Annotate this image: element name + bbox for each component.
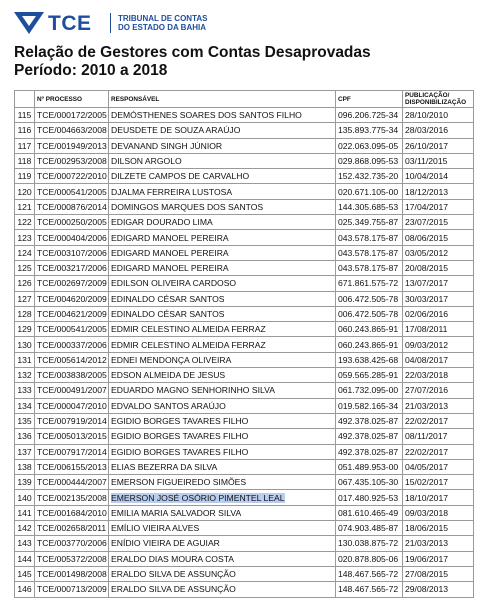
row-publicacao: 21/03/2013 [403,398,474,413]
row-index: 146 [15,582,35,597]
row-cpf: 060.243.865-91 [336,337,403,352]
row-processo: TCE/006155/2013 [35,459,109,474]
row-cpf: 492.378.025-87 [336,429,403,444]
row-processo: TCE/003217/2006 [35,260,109,275]
row-responsavel [109,383,336,398]
row-responsavel [109,505,336,520]
row-processo: TCE/000404/2006 [35,230,109,245]
row-processo: TCE/000444/2007 [35,475,109,490]
row-publicacao: 10/04/2014 [403,169,474,184]
row-cpf: 029.868.095-53 [336,153,403,168]
row-processo: TCE/000722/2010 [35,169,109,184]
row-publicacao: 18/12/2013 [403,184,474,199]
row-responsavel [109,306,336,321]
row-publicacao: 17/04/2017 [403,199,474,214]
row-index: 143 [15,536,35,551]
responsavel-text: EDIGARD MANOEL PEREIRA [111,232,229,243]
row-index: 140 [15,490,35,505]
table-row [15,352,474,367]
row-responsavel [109,322,336,337]
row-publicacao: 08/11/2017 [403,429,474,444]
responsavel-text: DJALMA FERREIRA LUSTOSA [111,186,233,197]
responsavel-text: EDUARDO MAGNO SENHORINHO SILVA [111,385,275,396]
row-responsavel [109,398,336,413]
row-responsavel [109,123,336,138]
row-index: 137 [15,444,35,459]
responsavel-text: EDIGARD MANOEL PEREIRA [111,247,229,258]
row-publicacao: 27/07/2016 [403,383,474,398]
row-cpf: 025.349.755-87 [336,215,403,230]
table-row [15,138,474,153]
row-publicacao: 09/03/2012 [403,337,474,352]
responsavel-text: DEVANAND SINGH JÚNIOR [111,140,223,151]
row-index: 129 [15,322,35,337]
row-processo: TCE/001949/2013 [35,138,109,153]
row-responsavel [109,475,336,490]
row-index: 130 [15,337,35,352]
row-processo: TCE/000541/2005 [35,184,109,199]
row-processo: TCE/000491/2007 [35,383,109,398]
row-publicacao: 04/08/2017 [403,352,474,367]
row-index: 136 [15,429,35,444]
row-processo: TCE/005614/2012 [35,352,109,367]
row-publicacao: 09/03/2018 [403,505,474,520]
row-publicacao: 03/05/2012 [403,245,474,260]
row-index: 133 [15,383,35,398]
row-index: 128 [15,306,35,321]
row-processo: TCE/002658/2011 [35,521,109,536]
row-publicacao: 17/08/2011 [403,322,474,337]
table-row [15,398,474,413]
responsavel-text: EDINALDO CÉSAR SANTOS [111,293,225,304]
row-index: 124 [15,245,35,260]
row-index: 127 [15,291,35,306]
table-row [15,551,474,566]
row-responsavel [109,459,336,474]
row-cpf: 135.893.775-34 [336,123,403,138]
col-header-responsavel: RESPONSÁVEL [109,91,336,108]
row-processo: TCE/001498/2008 [35,566,109,581]
row-processo: TCE/000876/2014 [35,199,109,214]
table-row [15,505,474,520]
row-publicacao: 29/08/2013 [403,582,474,597]
row-responsavel [109,260,336,275]
row-processo: TCE/007917/2014 [35,444,109,459]
row-processo: TCE/004620/2009 [35,291,109,306]
row-cpf: 492.378.025-87 [336,444,403,459]
table-row [15,475,474,490]
row-responsavel [109,138,336,153]
table-body [15,108,474,598]
row-processo: TCE/004663/2008 [35,123,109,138]
title-line-1: Relação de Gestores com Contas Desaprovadas [14,44,371,61]
responsavel-text: EDILSON OLIVEIRA CARDOSO [111,278,237,289]
row-publicacao: 22/02/2017 [403,413,474,428]
row-index: 138 [15,459,35,474]
row-cpf: 067.435.105-30 [336,475,403,490]
row-publicacao: 08/06/2015 [403,230,474,245]
row-publicacao: 15/02/2017 [403,475,474,490]
row-index: 132 [15,368,35,383]
row-cpf: 074.903.485-87 [336,521,403,536]
row-cpf: 081.610.465-49 [336,505,403,520]
row-index: 117 [15,138,35,153]
row-processo: TCE/002135/2008 [35,490,109,505]
row-cpf: 193.638.425-68 [336,352,403,367]
row-responsavel [109,291,336,306]
row-publicacao: 13/07/2017 [403,276,474,291]
row-publicacao: 03/11/2015 [403,153,474,168]
table-row [15,444,474,459]
row-processo: TCE/000541/2005 [35,322,109,337]
table-header-row [15,91,474,108]
table-row [15,413,474,428]
row-cpf: 096.206.725-34 [336,108,403,123]
row-processo: TCE/000713/2009 [35,582,109,597]
table-row [15,368,474,383]
row-responsavel [109,521,336,536]
responsavel-text: EDMIR CELESTINO ALMEIDA FERRAZ [111,339,266,350]
responsavel-text: EDIGARD MANOEL PEREIRA [111,263,229,274]
row-index: 120 [15,184,35,199]
title-line-2: Período: 2010 a 2018 [14,62,168,79]
row-responsavel [109,108,336,123]
row-processo: TCE/005013/2015 [35,429,109,444]
table-row [15,230,474,245]
responsavel-text: DEMÓSTHENES SOARES DOS SANTOS FILHO [111,110,302,121]
row-publicacao: 28/03/2016 [403,123,474,138]
table-row [15,490,474,505]
row-publicacao: 21/03/2013 [403,536,474,551]
responsavel-text: ERALDO SILVA DE ASSUNÇÃO [111,569,236,580]
row-responsavel [109,169,336,184]
row-responsavel [109,337,336,352]
responsavel-text: DILSON ARGOLO [111,156,182,167]
row-cpf: 020.878.805-06 [336,551,403,566]
table-row [15,306,474,321]
table-row [15,199,474,214]
row-index: 134 [15,398,35,413]
responsavel-text: EDMIR CELESTINO ALMEIDA FERRAZ [111,324,266,335]
row-responsavel [109,153,336,168]
responsavel-text: EMILIA MARIA SALVADOR SILVA [111,507,242,518]
row-processo: TCE/000047/2010 [35,398,109,413]
table-row [15,123,474,138]
row-publicacao: 28/10/2010 [403,108,474,123]
row-cpf: 130.038.875-72 [336,536,403,551]
responsavel-text: ERALDO SILVA DE ASSUNÇÃO [111,584,236,595]
row-processo: TCE/000250/2005 [35,215,109,230]
row-responsavel [109,199,336,214]
responsavel-text: EMERSON JOSÉ OSÓRIO PIMENTEL LEAL [111,492,285,503]
col-header-publicacao: PUBLICAÇÃO/ DISPONIBILIZAÇÃO [403,91,474,108]
row-responsavel [109,368,336,383]
logo-text: TCE [48,12,92,35]
row-publicacao: 30/03/2017 [403,291,474,306]
responsavel-text: EDSON ALMEIDA DE JESUS [111,370,226,381]
row-processo: TCE/003107/2006 [35,245,109,260]
row-responsavel [109,230,336,245]
row-cpf: 019.582.165-34 [336,398,403,413]
col-header-processo: Nº PROCESSO [35,91,109,108]
page-title [14,44,371,80]
table-row [15,108,474,123]
row-cpf: 059.565.285-91 [336,368,403,383]
table-row [15,383,474,398]
tce-header [14,10,314,36]
row-index: 142 [15,521,35,536]
row-index: 118 [15,153,35,168]
table-row [15,429,474,444]
logo-divider [110,13,111,33]
table-row [15,566,474,581]
row-processo: TCE/000172/2005 [35,108,109,123]
row-responsavel [109,444,336,459]
row-index: 119 [15,169,35,184]
tce-logo-icon [14,12,44,34]
row-cpf: 022.063.095-05 [336,138,403,153]
row-publicacao: 22/03/2018 [403,368,474,383]
row-processo: TCE/004621/2009 [35,306,109,321]
row-cpf: 006.472.505-78 [336,306,403,321]
row-processo: TCE/003770/2006 [35,536,109,551]
row-processo: TCE/001684/2010 [35,505,109,520]
table-row [15,276,474,291]
row-cpf: 148.467.565-72 [336,566,403,581]
responsavel-text: EMÍLIO VIEIRA ALVES [111,523,200,534]
row-publicacao: 20/08/2015 [403,260,474,275]
row-index: 121 [15,199,35,214]
row-cpf: 061.732.095-00 [336,383,403,398]
row-responsavel [109,551,336,566]
responsavel-text: DEUSDETE DE SOUZA ARAÚJO [111,125,241,136]
responsavel-text: EMERSON FIGUEIREDO SIMÕES [111,477,247,488]
responsavel-text: EGIDIO BORGES TAVARES FILHO [111,431,249,442]
row-cpf: 020.671.105-00 [336,184,403,199]
table-row [15,521,474,536]
row-processo: TCE/000337/2006 [35,337,109,352]
responsavel-text: DOMINGOS MARQUES DOS SANTOS [111,201,264,212]
table-row [15,582,474,597]
responsavel-text: EGIDIO BORGES TAVARES FILHO [111,446,249,457]
responsavel-text: EDIGAR DOURADO LIMA [111,217,213,228]
row-cpf: 017.480.925-53 [336,490,403,505]
row-publicacao: 27/08/2015 [403,566,474,581]
row-cpf: 492.378.025-87 [336,413,403,428]
table-row [15,245,474,260]
responsavel-text: EDINALDO CÉSAR SANTOS [111,309,225,319]
responsavel-text: ENÍDIO VIEIRA DE AGUIAR [111,538,220,549]
row-cpf: 148.467.565-72 [336,582,403,597]
logo-subtitle: TRIBUNAL DE CONTAS DO ESTADO DA BAHIA [118,14,208,32]
row-cpf: 671.861.575-72 [336,276,403,291]
row-index: 139 [15,475,35,490]
row-cpf: 043.578.175-87 [336,260,403,275]
row-processo: TCE/002697/2009 [35,276,109,291]
row-processo: TCE/003838/2005 [35,368,109,383]
row-index: 131 [15,352,35,367]
row-processo: TCE/002953/2008 [35,153,109,168]
row-responsavel [109,215,336,230]
responsavel-text: ERALDO DIAS MOURA COSTA [111,553,235,564]
row-publicacao: 04/05/2017 [403,459,474,474]
row-index: 123 [15,230,35,245]
row-cpf: 060.243.865-91 [336,322,403,337]
row-responsavel [109,490,336,505]
row-index: 135 [15,413,35,428]
row-cpf: 051.489.953-00 [336,459,403,474]
row-processo: TCE/005372/2008 [35,551,109,566]
row-cpf: 144.305.685-53 [336,199,403,214]
row-responsavel [109,276,336,291]
row-index: 116 [15,123,35,138]
row-cpf: 043.578.175-87 [336,245,403,260]
table-row [15,337,474,352]
row-responsavel [109,582,336,597]
table-row [15,169,474,184]
row-index: 126 [15,276,35,291]
table-row [15,459,474,474]
row-cpf: 006.472.505-78 [336,291,403,306]
responsavel-text: EDNEI MENDONÇA OLIVEIRA [111,354,232,365]
table-row [15,184,474,199]
row-publicacao: 18/06/2015 [403,521,474,536]
table-row [15,260,474,275]
row-index: 122 [15,215,35,230]
row-processo: TCE/007919/2014 [35,413,109,428]
row-index: 115 [15,108,35,123]
gestores-table [14,90,474,598]
responsavel-text: EGIDIO BORGES TAVARES FILHO [111,416,249,427]
row-cpf: 152.432.735-20 [336,169,403,184]
table-row [15,153,474,168]
responsavel-text: DILZETE CAMPOS DE CARVALHO [111,171,250,182]
table-row [15,322,474,337]
row-responsavel [109,413,336,428]
responsavel-text: ELIAS BEZERRA DA SILVA [111,461,218,472]
row-publicacao: 22/02/2017 [403,444,474,459]
row-cpf: 043.578.175-87 [336,230,403,245]
row-responsavel [109,566,336,581]
row-publicacao: 26/10/2017 [403,138,474,153]
row-publicacao: 19/06/2017 [403,551,474,566]
table-row [15,215,474,230]
row-responsavel [109,184,336,199]
row-publicacao: 23/07/2015 [403,215,474,230]
row-responsavel [109,245,336,260]
row-responsavel [109,352,336,367]
row-index: 125 [15,260,35,275]
table-row [15,536,474,551]
table-row [15,291,474,306]
row-index: 145 [15,566,35,581]
row-publicacao: 02/06/2016 [403,306,474,321]
row-responsavel [109,429,336,444]
col-header-cpf: CPF [336,91,403,108]
row-publicacao: 18/10/2017 [403,490,474,505]
responsavel-text: EDVALDO SANTOS ARAÚJO [111,400,226,411]
row-index: 141 [15,505,35,520]
row-index: 144 [15,551,35,566]
col-header-index [15,91,35,108]
row-responsavel [109,536,336,551]
